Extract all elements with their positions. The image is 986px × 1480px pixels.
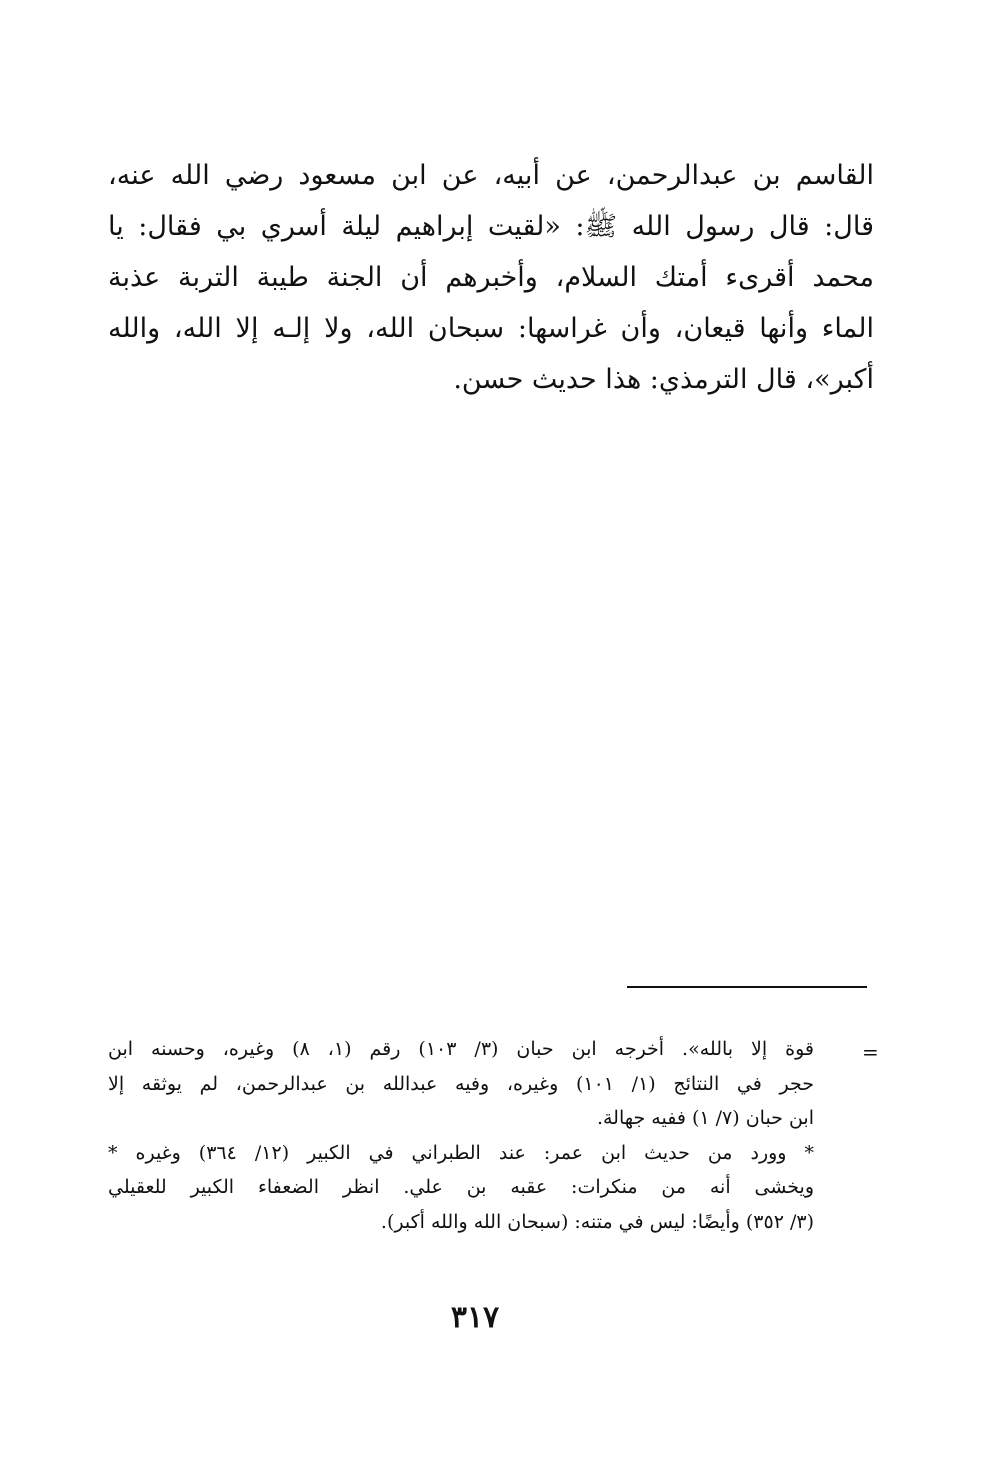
footnote-line: قوة إلا بالله». أخرجه ابن حبان (٣/ ١٠٣) رقم (١، ٨) وغيره، وحسنه ابن	[108, 1038, 814, 1060]
footnote-continuation-mark: =	[862, 1040, 879, 1064]
footnote-separator	[627, 986, 867, 988]
footnote-line: (٣/ ٣٥٢) وأيضًا: ليس في متنه: (سبحان الله والله أكبر).	[380, 1210, 814, 1233]
footnote-line: * وورد من حديث ابن عمر: عند الطبراني في الكبير (١٢/ ٣٦٤) وغيره *	[108, 1141, 814, 1164]
main-text-line: أكبر»، قال الترمذي: هذا حديث حسن.	[453, 364, 874, 395]
main-text-line: الماء وأنها قيعان، وأن غراسها: سبحان الله، ولا إلـه إلا الله، والله	[108, 313, 874, 344]
main-text-line: محمد أقرىء أمتك السلام، وأخبرهم أن الجنة طيبة التربة عذبة	[108, 262, 874, 293]
footnote-line: حجر في النتائج (١/ ١٠١) وغيره، وفيه عبدالله بن عبدالرحمن، لم يوثقه إلا	[108, 1072, 814, 1095]
footnote-line: ويخشى أنه من منكرات: عقبه بن علي. انظر الضعفاء الكبير للعقيلي	[108, 1176, 814, 1198]
main-text-line: القاسم بن عبدالرحمن، عن أبيه، عن ابن مسعود رضي الله عنه،	[108, 160, 874, 191]
main-text-block	[108, 150, 874, 405]
footnote-line: ابن حبان (٧/ ١) ففيه جهالة.	[596, 1107, 814, 1129]
page-number: ٣١٧	[450, 1300, 500, 1335]
footnotes-block	[108, 1032, 814, 1239]
main-text-line: قال: قال رسول الله ﷺ: «لقيت إبراهيم ليلة أسري بي فقال: يا	[108, 211, 874, 242]
